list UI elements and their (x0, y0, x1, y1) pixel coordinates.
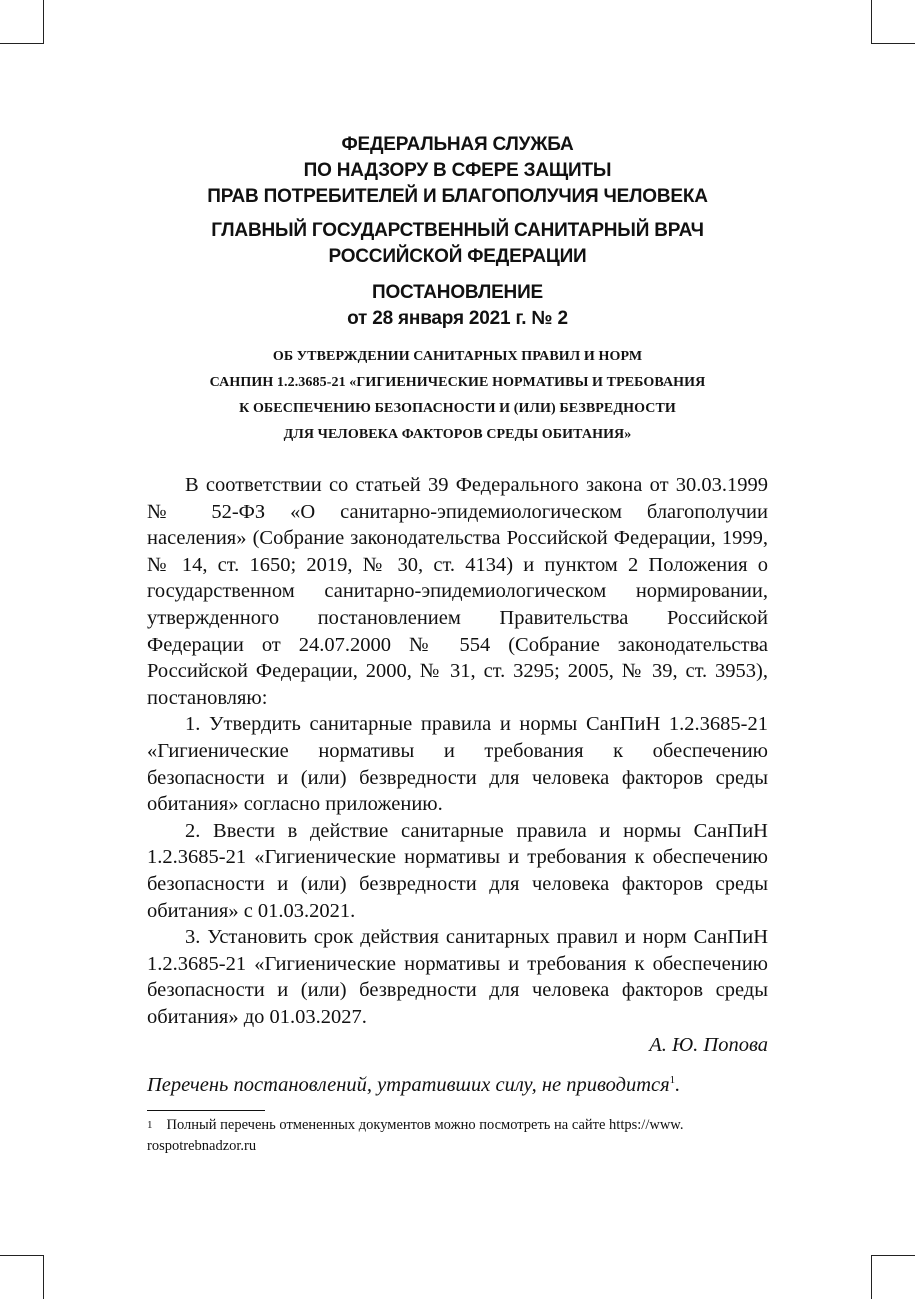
item-3-paragraph: 3. Установить срок действия санитарных правил и норм СанПиН 1.2.3685-21 «Гигиенические нормативы и требования к обеспечению безопасности и (или) безвредности для человека факторов среды обитания» до 01.03.2027. (147, 926, 768, 1028)
repealed-note (147, 1067, 768, 1098)
crop-mark (0, 1255, 44, 1256)
crop-mark (871, 43, 915, 44)
footnote-mark: 1 (147, 1119, 153, 1132)
footnote-ref: 1 (669, 1074, 676, 1087)
agency-heading (147, 132, 768, 210)
agency-line: ПО НАДЗОРУ В СФЕРЕ ЗАЩИТЫ (303, 160, 612, 181)
title-line: ДЛЯ ЧЕЛОВЕКА ФАКТОРОВ СРЕДЫ ОБИТАНИЯ» (283, 427, 632, 442)
crop-mark (871, 0, 872, 44)
document-title (147, 344, 768, 448)
footnote-url: rospotrebnadzor.ru (147, 1138, 257, 1155)
title-line: ОБ УТВЕРЖДЕНИИ САНИТАРНЫХ ПРАВИЛ И НОРМ (272, 349, 643, 364)
official-line: РОССИЙСКОЙ ФЕДЕРАЦИИ (328, 246, 587, 267)
note-text: Перечень постановлений, утративших силу, не приводится (147, 1073, 670, 1096)
title-line: К ОБЕСПЕЧЕНИЮ БЕЗОПАСНОСТИ И (ИЛИ) БЕЗВРЕДНОСТИ (239, 401, 676, 416)
footnote-line: Полный перечень отмененных документов можно посмотреть на сайте https://www. (166, 1117, 684, 1134)
item-2-paragraph: 2. Ввести в действие санитарные правила и нормы СанПиН 1.2.3685-21 «Гигиенические нормативы и требования к обеспечению безопасности и (или) безвредности для человека факторов среды обитания» с 01.03.2021. (147, 819, 768, 922)
title-line: САНПИН 1.2.3685-21 «ГИГИЕНИЧЕСКИЕ НОРМАТИВЫ И ТРЕБОВАНИЯ (209, 375, 706, 390)
official-line: ГЛАВНЫЙ ГОСУДАРСТВЕННЫЙ САНИТАРНЫЙ ВРАЧ (211, 220, 704, 241)
official-heading (147, 218, 768, 270)
signature: А. Ю. Попова (649, 1034, 768, 1057)
crop-mark (0, 43, 44, 44)
agency-line: ПРАВ ПОТРЕБИТЕЛЕЙ И БЛАГОПОЛУЧИЯ ЧЕЛОВЕКА (207, 186, 708, 207)
crop-mark (871, 1255, 915, 1256)
footnote (147, 1115, 768, 1157)
doc-type: ПОСТАНОВЛЕНИЕ (371, 282, 544, 303)
item-1-paragraph: 1. Утвердить санитарные правила и нормы СанПиН 1.2.3685-21 «Гигиенические нормативы и требования к обеспечению безопасности и (или) безвредности для человека факторов среды обитания» согласно приложению. (147, 713, 768, 816)
document-body (147, 472, 768, 1030)
agency-line: ФЕДЕРАЛЬНАЯ СЛУЖБА (341, 134, 574, 155)
footnote-divider (147, 1110, 265, 1111)
resolution-heading (147, 280, 768, 332)
crop-mark (43, 0, 44, 44)
doc-date: от 28 января 2021 г. № 2 (347, 308, 568, 329)
note-end: . (675, 1073, 681, 1096)
crop-mark (43, 1255, 44, 1299)
document-page (147, 132, 768, 1157)
crop-mark (871, 1255, 872, 1299)
preamble-paragraph: В соответствии со статьей 39 Федерального закона от 30.03.1999 № 52-ФЗ «О санитарно-эпидемиологическом благополучии населения» (Собрание законодательства Российской Федерации, 1999, № 14, ст. 1650; 2019, № 30, ст. 4134) и пунктом 2 Положения о государственном санитарно-эпидемиологическом нормировании, утвержденного постановлением Правительства Российской Федерации от 24.07.2000 № 554 (Собрание законодательства Российской Федерации, 2000, № 31, ст. 3295; 2005, № 39, ст. 3953), постановляю: (147, 474, 768, 709)
